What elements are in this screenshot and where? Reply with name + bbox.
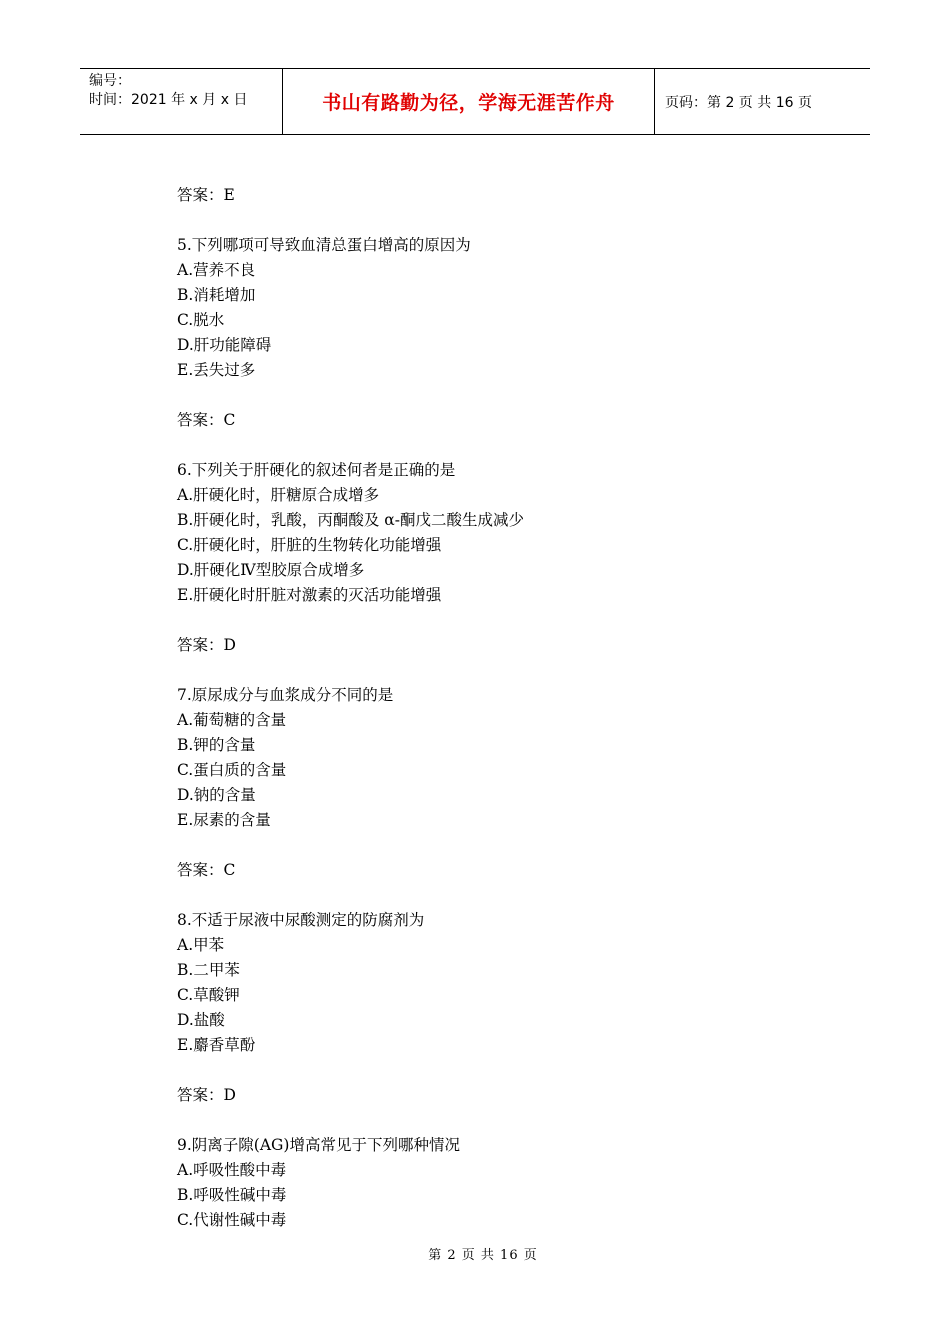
block-spacer (177, 433, 817, 458)
question-block (177, 908, 817, 1058)
answer-block (177, 858, 817, 883)
answer-line: 答案：C (177, 861, 236, 879)
answer-line: 答案：C (177, 411, 236, 429)
option-line: B.肝硬化时，乳酸，丙酮酸及 α-酮戊二酸生成减少 (177, 511, 524, 529)
option-line: E.麝香草酚 (177, 1036, 256, 1054)
header-motto: 书山有路勤为径，学海无涯苦作舟 (282, 69, 655, 134)
option-line: E.丢失过多 (177, 361, 256, 379)
option-line: C.肝硬化时，肝脏的生物转化功能增强 (177, 536, 442, 554)
option-line: C.草酸钾 (177, 986, 240, 1004)
option-line: E.尿素的含量 (177, 811, 271, 829)
answer-block (177, 1083, 817, 1108)
answer-block (177, 633, 817, 658)
question-stem: 8.不适于尿液中尿酸测定的防腐剂为 (177, 911, 425, 929)
answer-block (177, 183, 817, 208)
question-stem: 5.下列哪项可导致血清总蛋白增高的原因为 (177, 236, 471, 254)
option-line: E.肝硬化时肝脏对激素的灭活功能增强 (177, 586, 442, 604)
option-line: D.肝功能障碍 (177, 336, 272, 354)
answer-block (177, 408, 817, 433)
block-spacer (177, 608, 817, 633)
answer-line: 答案：D (177, 1086, 236, 1104)
question-stem: 9.阴离子隙(AG)增高常见于下列哪种情况 (177, 1136, 460, 1154)
block-spacer (177, 1108, 817, 1133)
option-line: D.盐酸 (177, 1011, 225, 1029)
option-line: A.甲苯 (177, 936, 225, 954)
option-line: B.二甲苯 (177, 961, 240, 979)
page-header (80, 68, 870, 135)
block-spacer (177, 833, 817, 858)
document-body (177, 183, 817, 1233)
option-line: C.脱水 (177, 311, 225, 329)
option-line: D.钠的含量 (177, 786, 256, 804)
header-page-number: 页码：第 2 页 共 16 页 (665, 94, 812, 111)
option-line: A.呼吸性酸中毒 (177, 1161, 287, 1179)
document-number-label: 编号： (89, 73, 131, 89)
answer-line: 答案：D (177, 636, 236, 654)
option-line: B.消耗增加 (177, 286, 256, 304)
option-line: C.蛋白质的含量 (177, 761, 287, 779)
option-line: A.肝硬化时，肝糖原合成增多 (177, 486, 380, 504)
block-spacer (177, 658, 817, 683)
answer-line: 答案：E (177, 186, 235, 204)
question-stem: 6.下列关于肝硬化的叙述何者是正确的是 (177, 461, 456, 479)
block-spacer (177, 208, 817, 233)
block-spacer (177, 1058, 817, 1083)
option-line: A.葡萄糖的含量 (177, 711, 287, 729)
block-spacer (177, 883, 817, 908)
question-block (177, 1133, 817, 1233)
option-line: B.钾的含量 (177, 736, 256, 754)
question-stem: 7.原尿成分与血浆成分不同的是 (177, 686, 394, 704)
page-footer: 第 2 页 共 16 页 (428, 1248, 538, 1263)
option-line: D.肝硬化Ⅳ型胶原合成增多 (177, 561, 365, 579)
option-line: A.营养不良 (177, 261, 256, 279)
question-block (177, 233, 817, 383)
block-spacer (177, 383, 817, 408)
question-block (177, 683, 817, 833)
question-block (177, 458, 817, 608)
option-line: C.代谢性碱中毒 (177, 1211, 287, 1229)
document-time-label: 时间：2021 年 x 月 x 日 (89, 92, 248, 108)
header-info-cell (80, 69, 282, 134)
option-line: B.呼吸性碱中毒 (177, 1186, 287, 1204)
